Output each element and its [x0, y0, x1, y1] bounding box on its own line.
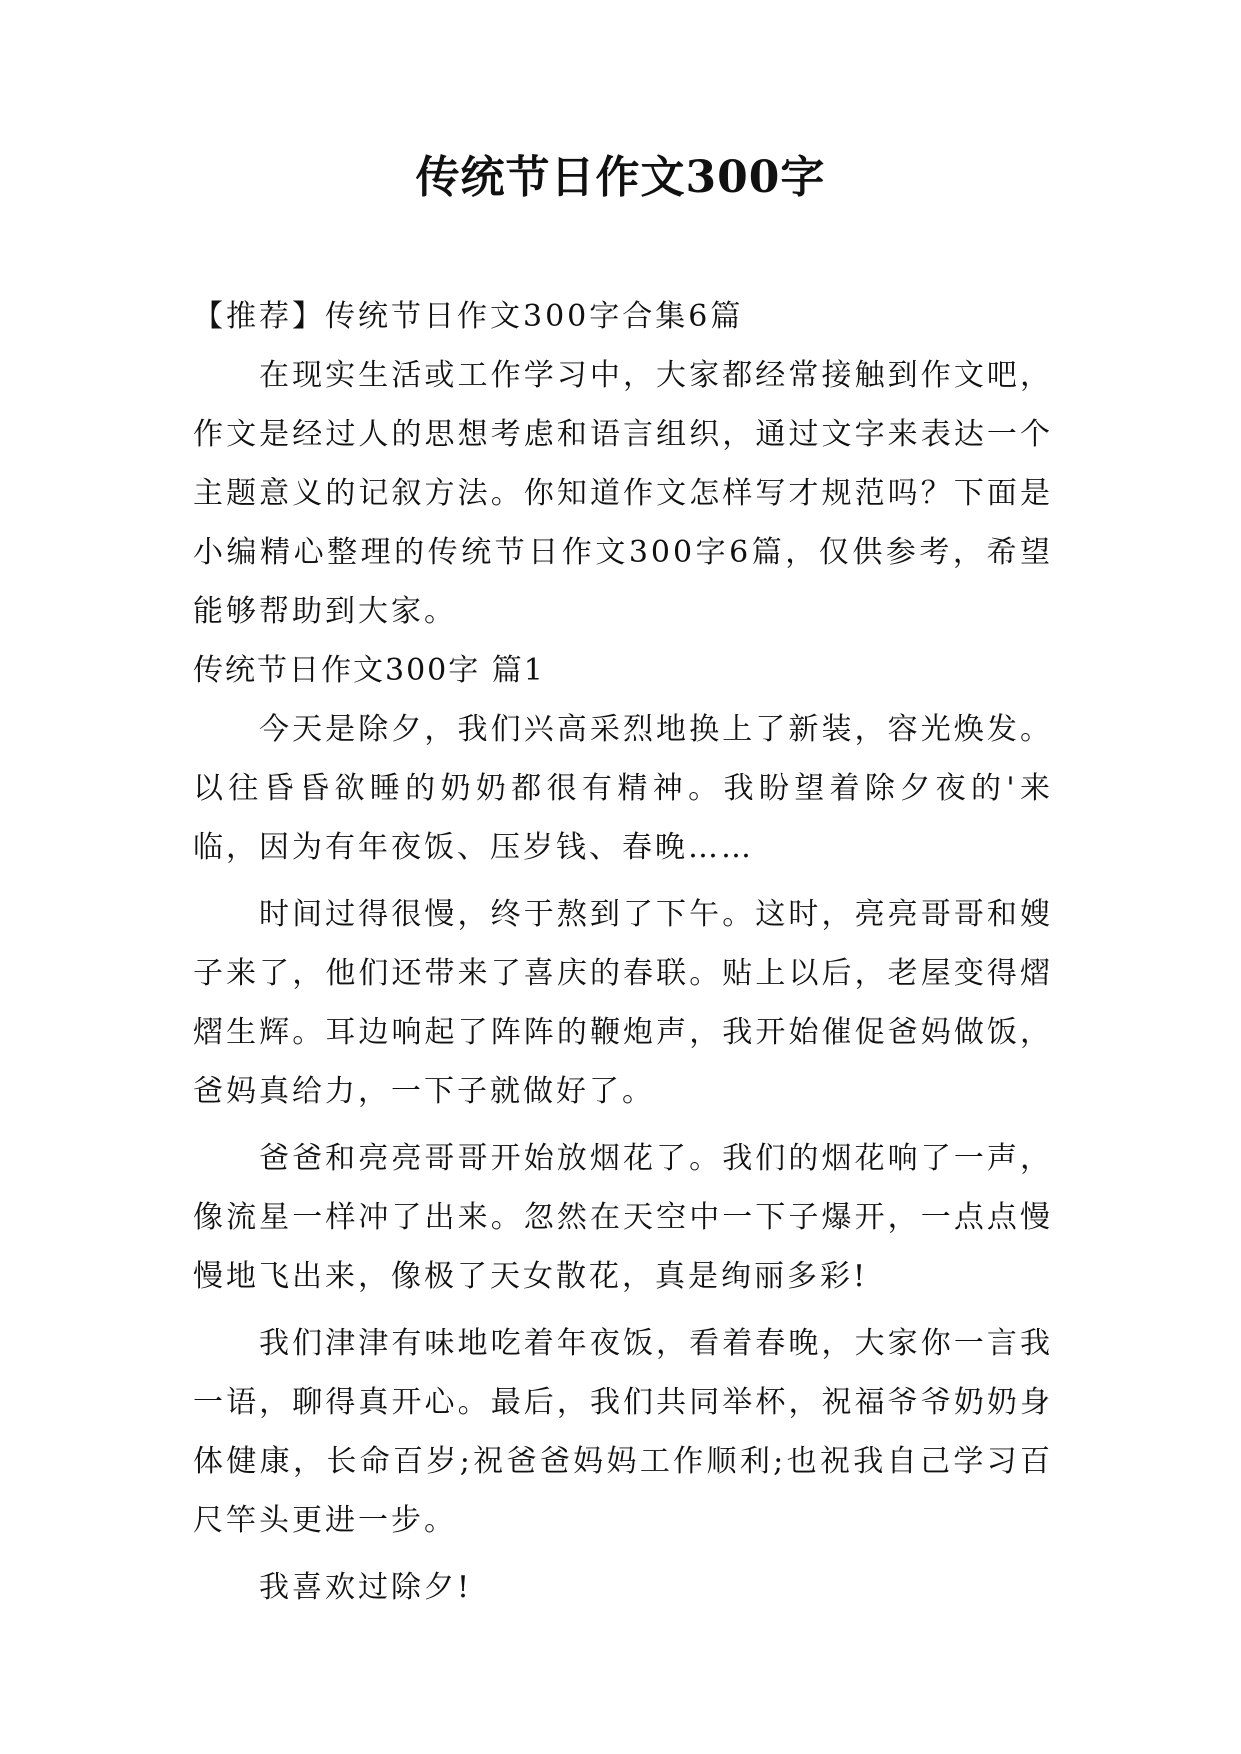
essay-paragraph-2: 时间过得很慢，终于熬到了下午。这时，亮亮哥哥和嫂子来了，他们还带来了喜庆的春联。贴上以后，老屋变得熠熠生辉。耳边响起了阵阵的鞭炮声，我开始催促爸妈做饭，爸妈真给力，一下子就做好了。 — [193, 897, 1053, 1109]
recommend-line: 【推荐】传统节日作文300字合集6篇 — [193, 299, 744, 334]
section-heading: 传统节日作文300字 篇1 — [193, 653, 545, 688]
essay-paragraph-1: 今天是除夕，我们兴高采烈地换上了新装，容光焕发。以往昏昏欲睡的奶奶都很有精神。我盼望着除夕夜的'来临，因为有年夜饭、压岁钱、春晚…… — [193, 712, 1053, 865]
essay-paragraph-3: 爸爸和亮亮哥哥开始放烟花了。我们的烟花响了一声，像流星一样冲了出来。忽然在天空中一下子爆开，一点点慢慢地飞出来，像极了天女散花，真是绚丽多彩! — [193, 1141, 1053, 1294]
intro-paragraph: 在现实生活或工作学习中，大家都经常接触到作文吧，作文是经过人的思想考虑和语言组织，通过文字来表达一个主题意义的记叙方法。你知道作文怎样写才规范吗？下面是小编精心整理的传统节日作文300字6篇，仅供参考，希望能够帮助到大家。 — [193, 358, 1053, 629]
essay-paragraph-4: 我们津津有味地吃着年夜饭，看着春晚，大家你一言我一语，聊得真开心。最后，我们共同举杯，祝福爷爷奶奶身体健康，长命百岁;祝爸爸妈妈工作顺利;也祝我自己学习百尺竿头更进一步。 — [193, 1326, 1053, 1538]
document-body — [193, 287, 1053, 1617]
essay-paragraph-5: 我喜欢过除夕! — [259, 1570, 473, 1605]
document-title: 传统节日作文300字 — [415, 152, 826, 203]
